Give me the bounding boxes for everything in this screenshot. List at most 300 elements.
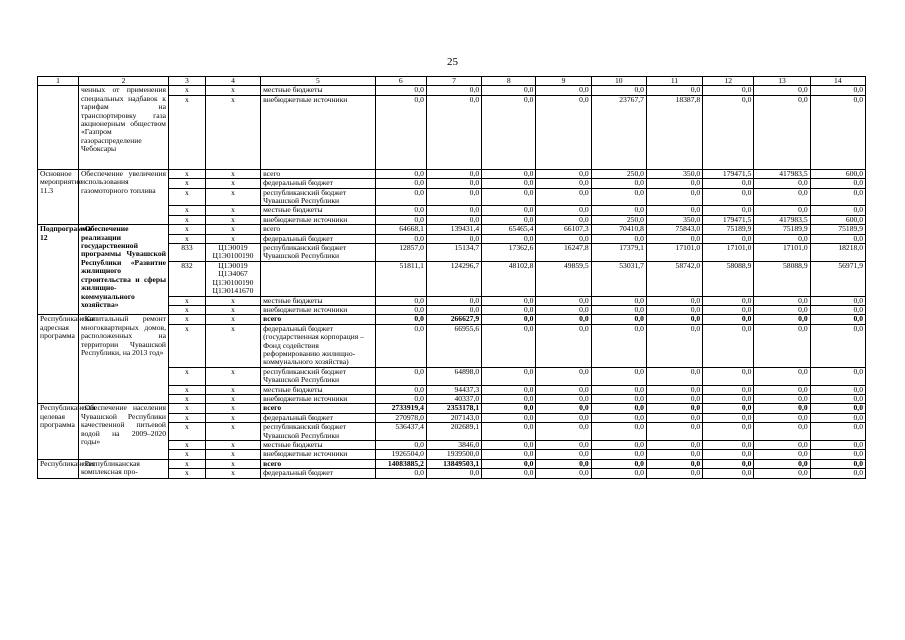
value-cell: 0,0 [754, 385, 810, 394]
funding-source-cell: внебюджетные источники [261, 95, 376, 169]
value-cell: 17379,1 [591, 244, 646, 262]
value-cell: 0,0 [810, 423, 865, 441]
funding-source-cell: внебюджетные источники [261, 215, 376, 224]
value-cell: 58088,9 [703, 261, 754, 296]
value-cell: 75189,9 [810, 225, 865, 234]
value-cell: 0,0 [482, 86, 536, 95]
funding-source-cell: местные бюджеты [261, 206, 376, 215]
value-cell: 0,0 [536, 234, 591, 243]
header-cell: 5 [261, 77, 376, 86]
value-cell: 0,0 [646, 394, 702, 403]
value-cell: 0,0 [810, 413, 865, 422]
value-cell: 0,0 [703, 404, 754, 413]
value-cell: 0,0 [754, 404, 810, 413]
value-cell: 0,0 [754, 305, 810, 314]
value-cell: 0,0 [703, 367, 754, 385]
value-cell: 0,0 [810, 459, 865, 468]
grbs-code-cell: x [169, 367, 206, 385]
value-cell: 0,0 [426, 469, 481, 478]
header-cell: 13 [754, 77, 810, 86]
value-cell: 0,0 [536, 206, 591, 215]
value-cell: 51811,1 [375, 261, 426, 296]
grbs-code-cell: x [169, 394, 206, 403]
budget-code-cell: x [205, 296, 260, 305]
value-cell: 0,0 [536, 324, 591, 367]
value-cell: 75189,9 [754, 225, 810, 234]
value-cell: 2353178,1 [426, 404, 481, 413]
value-cell: 0,0 [646, 234, 702, 243]
value-cell: 0,0 [754, 423, 810, 441]
value-cell: 0,0 [482, 169, 536, 178]
value-cell: 0,0 [482, 394, 536, 403]
value-cell: 0,0 [375, 188, 426, 206]
grbs-code-cell: 833 [169, 244, 206, 262]
value-cell: 0,0 [703, 441, 754, 450]
value-cell: 0,0 [536, 315, 591, 324]
value-cell: 0,0 [426, 179, 481, 188]
header-cell: 14 [810, 77, 865, 86]
value-cell: 17101,0 [646, 244, 702, 262]
value-cell: 0,0 [536, 459, 591, 468]
value-cell: 0,0 [703, 469, 754, 478]
value-cell: 0,0 [810, 95, 865, 169]
value-cell: 0,0 [646, 324, 702, 367]
value-cell: 58088,9 [754, 261, 810, 296]
value-cell: 94437,3 [426, 385, 481, 394]
value-cell: 0,0 [536, 95, 591, 169]
value-cell: 18387,8 [646, 95, 702, 169]
value-cell: 0,0 [646, 413, 702, 422]
value-cell: 0,0 [646, 206, 702, 215]
grbs-code-cell: x [169, 385, 206, 394]
value-cell: 0,0 [591, 234, 646, 243]
value-cell: 0,0 [810, 394, 865, 403]
value-cell: 0,0 [591, 86, 646, 95]
value-cell: 0,0 [703, 459, 754, 468]
value-cell: 0,0 [536, 169, 591, 178]
value-cell: 0,0 [591, 188, 646, 206]
budget-code-cell: x [205, 441, 260, 450]
budget-code-cell: x [205, 404, 260, 413]
value-cell: 18218,0 [810, 244, 865, 262]
value-cell: 0,0 [810, 450, 865, 459]
value-cell: 17362,6 [482, 244, 536, 262]
value-cell: 0,0 [536, 179, 591, 188]
value-cell: 0,0 [375, 234, 426, 243]
row-category-cell: Основное мероприятие 11.3 [38, 169, 79, 224]
value-cell: 0,0 [482, 215, 536, 224]
header-cell: 6 [375, 77, 426, 86]
value-cell: 0,0 [591, 206, 646, 215]
grbs-code-cell: x [169, 315, 206, 324]
value-cell: 0,0 [703, 385, 754, 394]
value-cell: 0,0 [375, 315, 426, 324]
value-cell: 0,0 [375, 394, 426, 403]
value-cell: 56971,9 [810, 261, 865, 296]
value-cell: 0,0 [482, 179, 536, 188]
value-cell: 0,0 [810, 234, 865, 243]
value-cell: 0,0 [591, 450, 646, 459]
value-cell: 0,0 [375, 305, 426, 314]
value-cell: 0,0 [591, 367, 646, 385]
value-cell: 0,0 [591, 394, 646, 403]
value-cell: 0,0 [703, 234, 754, 243]
value-cell: 0,0 [482, 459, 536, 468]
funding-source-cell: федеральный бюджет [261, 234, 376, 243]
value-cell: 0,0 [375, 324, 426, 367]
value-cell: 0,0 [482, 367, 536, 385]
row-category-cell [38, 86, 79, 169]
value-cell: 0,0 [591, 385, 646, 394]
value-cell: 0,0 [536, 394, 591, 403]
value-cell: 0,0 [754, 179, 810, 188]
value-cell: 0,0 [375, 169, 426, 178]
value-cell: 600,0 [810, 215, 865, 224]
value-cell: 0,0 [703, 188, 754, 206]
value-cell: 23767,7 [591, 95, 646, 169]
value-cell: 53031,7 [591, 261, 646, 296]
value-cell: 0,0 [426, 215, 481, 224]
grbs-code-cell: x [169, 296, 206, 305]
value-cell: 0,0 [375, 95, 426, 169]
funding-source-cell: всего [261, 225, 376, 234]
value-cell: 0,0 [426, 169, 481, 178]
funding-source-cell: федеральный бюджет [261, 413, 376, 422]
table-row [38, 86, 866, 95]
grbs-code-cell: x [169, 169, 206, 178]
value-cell: 0,0 [754, 367, 810, 385]
row-category-cell: Республиканская адресная программа [38, 315, 79, 404]
value-cell: 0,0 [536, 404, 591, 413]
value-cell: 0,0 [810, 367, 865, 385]
value-cell: 0,0 [703, 305, 754, 314]
value-cell: 0,0 [426, 305, 481, 314]
budget-code-cell: Ц1Э0019 Ц1Э0100190 [205, 244, 260, 262]
value-cell: 0,0 [426, 95, 481, 169]
row-name-cell: Обеспечение увеличения использования газомоторного топлива [78, 169, 168, 224]
value-cell: 0,0 [426, 206, 481, 215]
value-cell: 0,0 [754, 315, 810, 324]
value-cell: 0,0 [536, 296, 591, 305]
value-cell: 350,0 [646, 169, 702, 178]
header-cell: 11 [646, 77, 702, 86]
value-cell: 0,0 [646, 441, 702, 450]
value-cell: 0,0 [703, 394, 754, 403]
value-cell: 417983,5 [754, 215, 810, 224]
row-category-cell: Республиканская целевая программа [38, 404, 79, 459]
budget-table [37, 76, 866, 479]
value-cell: 64898,0 [426, 367, 481, 385]
value-cell: 0,0 [482, 206, 536, 215]
value-cell: 0,0 [646, 86, 702, 95]
funding-source-cell: республиканский бюджет Чувашской Республики [261, 367, 376, 385]
value-cell: 66107,3 [536, 225, 591, 234]
value-cell: 0,0 [482, 324, 536, 367]
value-cell: 0,0 [536, 441, 591, 450]
value-cell: 58742,0 [646, 261, 702, 296]
value-cell: 0,0 [591, 404, 646, 413]
value-cell: 0,0 [810, 385, 865, 394]
row-name-cell: ченных от применения специальных надбавок к тарифам на транспортировку газа акционерным обществом «Газпром газораспределение Чебоксары [78, 86, 168, 169]
header-cell: 10 [591, 77, 646, 86]
value-cell: 15134,7 [426, 244, 481, 262]
budget-code-cell: x [205, 86, 260, 95]
value-cell: 0,0 [482, 404, 536, 413]
funding-source-cell: республиканский бюджет Чувашской Республики [261, 188, 376, 206]
funding-source-cell: местные бюджеты [261, 296, 376, 305]
value-cell: 0,0 [703, 206, 754, 215]
value-cell: 75843,0 [646, 225, 702, 234]
value-cell: 0,0 [646, 469, 702, 478]
value-cell: 0,0 [703, 86, 754, 95]
value-cell: 12857,0 [375, 244, 426, 262]
table-row [38, 404, 866, 413]
value-cell: 250,0 [591, 215, 646, 224]
grbs-code-cell: x [169, 413, 206, 422]
value-cell: 0,0 [482, 315, 536, 324]
funding-source-cell: местные бюджеты [261, 86, 376, 95]
value-cell: 0,0 [482, 469, 536, 478]
grbs-code-cell: x [169, 469, 206, 478]
value-cell: 0,0 [375, 215, 426, 224]
value-cell: 0,0 [754, 413, 810, 422]
value-cell: 179471,5 [703, 169, 754, 178]
value-cell: 0,0 [646, 367, 702, 385]
value-cell: 0,0 [646, 404, 702, 413]
value-cell: 0,0 [375, 179, 426, 188]
row-name-cell: «Обеспечение реализации государственной программы Чувашской Республики «Развитие жилищного строительства и сферы жилищно-коммунального хозяйства» [78, 225, 168, 315]
budget-code-cell: x [205, 179, 260, 188]
value-cell: 0,0 [536, 385, 591, 394]
value-cell: 0,0 [482, 305, 536, 314]
value-cell: 202689,1 [426, 423, 481, 441]
value-cell: 1939500,0 [426, 450, 481, 459]
value-cell: 250,0 [591, 169, 646, 178]
value-cell: 0,0 [536, 423, 591, 441]
grbs-code-cell: x [169, 441, 206, 450]
page-number: 25 [447, 56, 458, 68]
value-cell: 0,0 [703, 324, 754, 367]
value-cell: 49859,5 [536, 261, 591, 296]
value-cell: 0,0 [754, 441, 810, 450]
value-cell: 0,0 [591, 469, 646, 478]
value-cell: 13849503,1 [426, 459, 481, 468]
value-cell: 0,0 [375, 441, 426, 450]
value-cell: 417983,5 [754, 169, 810, 178]
value-cell: 0,0 [482, 234, 536, 243]
value-cell: 17101,0 [754, 244, 810, 262]
value-cell: 0,0 [375, 296, 426, 305]
header-cell: 3 [169, 77, 206, 86]
value-cell: 0,0 [810, 296, 865, 305]
value-cell: 207143,0 [426, 413, 481, 422]
budget-code-cell: x [205, 225, 260, 234]
value-cell: 0,0 [703, 95, 754, 169]
value-cell: 0,0 [754, 206, 810, 215]
value-cell: 0,0 [536, 188, 591, 206]
value-cell: 350,0 [646, 215, 702, 224]
value-cell: 0,0 [703, 423, 754, 441]
budget-code-cell: x [205, 305, 260, 314]
budget-code-cell: x [205, 385, 260, 394]
table-row [38, 315, 866, 324]
value-cell: 70410,8 [591, 225, 646, 234]
value-cell: 0,0 [591, 324, 646, 367]
budget-code-cell: x [205, 215, 260, 224]
value-cell: 0,0 [754, 324, 810, 367]
value-cell: 0,0 [810, 305, 865, 314]
grbs-code-cell: x [169, 234, 206, 243]
value-cell: 40337,0 [426, 394, 481, 403]
value-cell: 0,0 [646, 305, 702, 314]
grbs-code-cell: x [169, 423, 206, 441]
value-cell: 16247,8 [536, 244, 591, 262]
value-cell: 0,0 [536, 367, 591, 385]
value-cell: 0,0 [810, 469, 865, 478]
budget-code-cell: x [205, 95, 260, 169]
funding-source-cell [261, 261, 376, 296]
funding-source-cell: местные бюджеты [261, 441, 376, 450]
value-cell: 48102,8 [482, 261, 536, 296]
table-row [38, 225, 866, 234]
value-cell: 66955,6 [426, 324, 481, 367]
value-cell: 14083885,2 [375, 459, 426, 468]
budget-code-cell: x [205, 188, 260, 206]
value-cell: 3846,0 [426, 441, 481, 450]
grbs-code-cell: x [169, 215, 206, 224]
value-cell: 536437,4 [375, 423, 426, 441]
value-cell: 0,0 [754, 469, 810, 478]
value-cell: 0,0 [810, 188, 865, 206]
value-cell: 0,0 [646, 450, 702, 459]
value-cell: 0,0 [810, 404, 865, 413]
funding-source-cell: местные бюджеты [261, 385, 376, 394]
value-cell: 75189,9 [703, 225, 754, 234]
value-cell: 2733919,4 [375, 404, 426, 413]
grbs-code-cell: x [169, 95, 206, 169]
value-cell: 0,0 [754, 450, 810, 459]
funding-source-cell: всего [261, 459, 376, 468]
budget-code-cell: Ц1Э0019 Ц1Э4067 Ц1Э0100190 Ц1Э0141670 [205, 261, 260, 296]
funding-source-cell: всего [261, 315, 376, 324]
value-cell: 0,0 [591, 459, 646, 468]
header-cell: 2 [78, 77, 168, 86]
funding-source-cell: республиканский бюджет Чувашской Республики [261, 423, 376, 441]
row-name-cell: «Обеспечение населения Чувашской Республики качественной питьевой водой на 2009–2020 годы» [78, 404, 168, 459]
value-cell: 65465,4 [482, 225, 536, 234]
grbs-code-cell: x [169, 324, 206, 367]
value-cell: 0,0 [810, 86, 865, 95]
value-cell: 0,0 [426, 86, 481, 95]
budget-code-cell: x [205, 469, 260, 478]
value-cell: 0,0 [646, 423, 702, 441]
value-cell: 1926504,0 [375, 450, 426, 459]
budget-code-cell: x [205, 367, 260, 385]
value-cell: 64668,1 [375, 225, 426, 234]
funding-source-cell: внебюджетные источники [261, 394, 376, 403]
value-cell: 600,0 [810, 169, 865, 178]
value-cell: 0,0 [591, 305, 646, 314]
funding-source-cell: всего [261, 404, 376, 413]
value-cell: 0,0 [482, 385, 536, 394]
grbs-code-cell: x [169, 188, 206, 206]
value-cell: 0,0 [646, 385, 702, 394]
value-cell: 0,0 [810, 441, 865, 450]
value-cell: 0,0 [536, 215, 591, 224]
funding-source-cell: всего [261, 169, 376, 178]
grbs-code-cell: 832 [169, 261, 206, 296]
grbs-code-cell: x [169, 459, 206, 468]
value-cell: 179471,5 [703, 215, 754, 224]
grbs-code-cell: x [169, 86, 206, 95]
value-cell: 17101,0 [703, 244, 754, 262]
value-cell: 0,0 [646, 296, 702, 305]
value-cell: 0,0 [810, 315, 865, 324]
value-cell: 0,0 [482, 296, 536, 305]
grbs-code-cell: x [169, 179, 206, 188]
value-cell: 0,0 [536, 413, 591, 422]
value-cell: 0,0 [536, 305, 591, 314]
value-cell: 266627,9 [426, 315, 481, 324]
value-cell: 0,0 [754, 234, 810, 243]
value-cell: 0,0 [646, 188, 702, 206]
value-cell: 0,0 [754, 188, 810, 206]
value-cell: 0,0 [591, 179, 646, 188]
budget-code-cell: x [205, 315, 260, 324]
value-cell: 139431,4 [426, 225, 481, 234]
row-category-cell: Республиканская [38, 459, 79, 478]
value-cell: 0,0 [426, 234, 481, 243]
row-name-cell: «Капитальный ремонт многоквартирных домов, расположенных на территории Чувашской Республики, на 2013 год» [78, 315, 168, 404]
row-category-cell: Подпрограмма 12 [38, 225, 79, 315]
value-cell: 0,0 [375, 206, 426, 215]
value-cell: 0,0 [482, 188, 536, 206]
value-cell: 0,0 [591, 441, 646, 450]
funding-source-cell: внебюджетные источники [261, 450, 376, 459]
budget-code-cell: x [205, 423, 260, 441]
value-cell: 0,0 [703, 450, 754, 459]
value-cell: 0,0 [591, 296, 646, 305]
grbs-code-cell: x [169, 450, 206, 459]
header-cell: 4 [205, 77, 260, 86]
header-cell: 1 [38, 77, 79, 86]
budget-code-cell: x [205, 413, 260, 422]
header-cell: 8 [482, 77, 536, 86]
budget-code-cell: x [205, 450, 260, 459]
budget-code-cell: x [205, 206, 260, 215]
value-cell: 0,0 [754, 95, 810, 169]
budget-code-cell: x [205, 324, 260, 367]
value-cell: 270978,0 [375, 413, 426, 422]
grbs-code-cell: x [169, 404, 206, 413]
value-cell: 0,0 [810, 324, 865, 367]
funding-source-cell: федеральный бюджет [261, 179, 376, 188]
value-cell: 0,0 [536, 450, 591, 459]
grbs-code-cell: x [169, 225, 206, 234]
value-cell: 0,0 [375, 385, 426, 394]
value-cell: 0,0 [810, 206, 865, 215]
value-cell: 0,0 [482, 95, 536, 169]
value-cell: 0,0 [703, 179, 754, 188]
funding-source-cell: внебюджетные источники [261, 305, 376, 314]
value-cell: 0,0 [482, 450, 536, 459]
header-cell: 12 [703, 77, 754, 86]
value-cell: 0,0 [536, 86, 591, 95]
budget-code-cell: x [205, 169, 260, 178]
value-cell: 0,0 [646, 459, 702, 468]
value-cell: 0,0 [754, 459, 810, 468]
funding-source-cell: федеральный бюджет [261, 469, 376, 478]
